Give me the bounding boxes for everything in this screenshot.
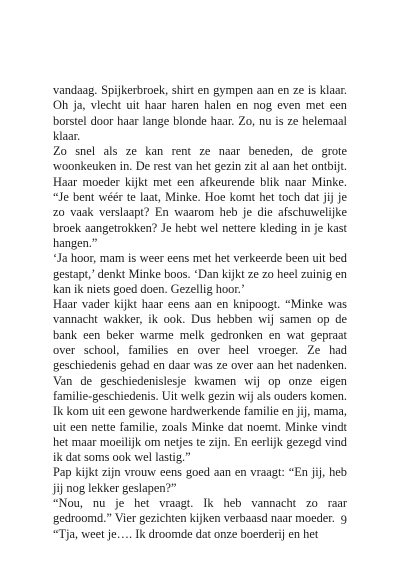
paragraph: vandaag. Spijkerbroek, shirt en gympen aan en ze is klaar. Oh ja, vlecht uit haar haren halen en nog even met een borstel door haar lange blonde haar. Zo, nu is ze helemaal klaar. (53, 83, 347, 143)
page-number: 9 (340, 513, 347, 527)
paragraph: Pap kijkt zijn vrouw eens goed aan en vraagt: “En jij, heb jij nog lekker geslapen?” (53, 465, 347, 495)
paragraph: Zo snel als ze kan rent ze naar beneden, de grote woonkeuken in. De rest van het gezin zit al aan het ontbijt. Haar moeder kijkt met een afkeurende blik naar Minke. “Je bent wéér te laat, Minke. Hoe komt het toch dat jij je zo vaak verslaapt? En waarom heb je die afschuwelijke broek aangetrokken? Je hebt wel nettere kleding in je kast hangen.” (53, 144, 347, 250)
paragraph: Haar vader kijkt haar eens aan en knipoogt. “Minke was vannacht wakker, ik ook. Dus hebben wij samen op de bank een beker warme melk gedronken en wat gepraat over school, families en over heel vroeger. Ze had geschiedenis gehad en daar was ze over aan het nadenken. Van de geschiedenislesje kwamen wij op onze eigen familie-geschiedenis. Uit welk gezin wij als ouders komen. Ik kom uit een gewone hardwerkende familie en jij, mama, uit een nette familie, zoals Minke dat noemt. Minke vindt het maar moeilijk om netjes te zijn. En eerlijk gezegd vind ik dat soms ook wel lastig.” (53, 297, 347, 465)
paragraph: ‘Ja hoor, mam is weer eens met het verkeerde been uit bed gestapt,’ denkt Minke boos. ‘Dan kijkt ze zo heel zuinig en kan ik niets goed doen. Gezellig hoor.’ (53, 251, 347, 296)
paragraph: “Tja, weet je…. Ik droomde dat onze boerderij en het (53, 526, 319, 541)
paragraph: “Nou, nu je het vraagt. Ik heb vannacht zo raar gedroomd.” Vier gezichten kijken verbaasd naar moeder. (53, 496, 347, 526)
body-text (53, 83, 347, 542)
